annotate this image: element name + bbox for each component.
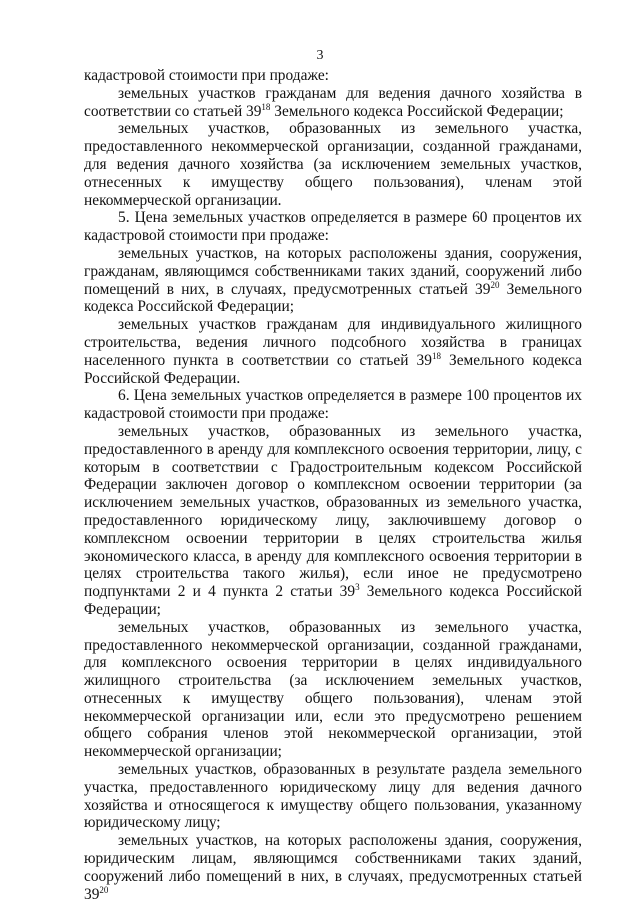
paragraph-text: земельных участков, на которых расположены здания, сооружения, гражданам, являющимся собственниками таких зданий, сооружений либо помещений в них, в случаях, предусмотренных статьей 39 [84, 244, 582, 298]
paragraph-text: кадастровой стоимости при продаже: [84, 67, 329, 84]
superscript: 20 [99, 884, 109, 895]
superscript: 3 [355, 582, 360, 593]
paragraph-text: земельных участков, образованных из земельного участка, предоставленного некоммерческой организации, созданной гражданами, для комплексного освоения территории в целях индивидуального жилищного строительства (за исключением земельных участков, отнесенных к имуществу общего пользования), членам этой некоммерческой организации или, если это предусмотрено решением общего собрания членов этой некоммерческой организации, этой некоммерческой организации; [84, 618, 582, 761]
paragraph [84, 67, 582, 85]
paragraph-text: земельных участков гражданам для ведения дачного хозяйства в соответствии со статьей 39 [84, 84, 582, 120]
paragraph-text: земельных участков гражданам для индивидуального жилищного строительства, ведения личного подсобного хозяйства в границах населенного пункта в соответствии со статьей 39 [84, 316, 582, 369]
paragraph [84, 209, 582, 245]
paragraph-text: земельных участков, образованных из земельного участка, предоставленного в аренду для комплексного освоения территории, лицу, с которым в соответствии с Градостроительным кодексом Российской Федерации заключен договор о комплексном освоении территории (за исключением земельных участков, образованных из земельного участка, предоставленного юридическому лицу, заключившему договор о комплексном освоении территории в целях строительства жилья экономического класса, в аренду для комплексного освоения территории в целях строительства такого жилья), если иное не предусмотрено подпунктами 2 и 4 пункта 2 статьи 39 [84, 422, 582, 601]
paragraph-text: земельных участков, образованных из земельного участка, предоставленного некоммерческой организации, созданной гражданами, для ведения дачного хозяйства (за исключением земельных участков, отнесенных к имуществу общего пользования), членам этой некоммерческой организации. [84, 120, 582, 209]
paragraph [84, 423, 582, 619]
paragraph [84, 832, 582, 903]
paragraph [84, 761, 582, 832]
superscript: 18 [431, 350, 441, 361]
paragraph [84, 245, 582, 316]
superscript: 20 [490, 279, 500, 290]
paragraph-text: Земельного кодекса Российской Федерации; [84, 280, 583, 316]
paragraph-text: 6. Цена земельных участков определяется в размере 100 процентов их кадастровой стоимости при продаже: [84, 387, 582, 423]
page-number: 3 [316, 48, 324, 63]
paragraph [84, 120, 582, 209]
paragraph-text: земельных участков, на которых расположены здания, сооружения, юридическим лицам, являющимся собственниками таких зданий, сооружений либо помещений в них, в случаях, предусмотренных статьей 39 [84, 832, 582, 903]
paragraph [84, 85, 582, 121]
paragraph-text: Земельного кодекса Российской Федерации; [84, 583, 583, 618]
paragraph [84, 316, 582, 387]
superscript: 18 [261, 101, 271, 112]
paragraph-text: 5. Цена земельных участков определяется в размере 60 процентов их кадастровой стоимости при продаже: [84, 209, 582, 245]
paragraph [84, 619, 582, 761]
paragraph-text: Земельного кодекса Российской Федерации; [270, 102, 564, 120]
paragraph [84, 387, 582, 423]
paragraph-text: земельных участков, образованных в результате раздела земельного участка, предоставленного юридическому лицу для ведения дачного хозяйства и относящегося к имуществу общего пользования, указанному юридическому лицу; [84, 761, 582, 832]
document-body [84, 67, 582, 903]
paragraph-text: Земельного кодекса Российской Федерации. [84, 351, 582, 387]
